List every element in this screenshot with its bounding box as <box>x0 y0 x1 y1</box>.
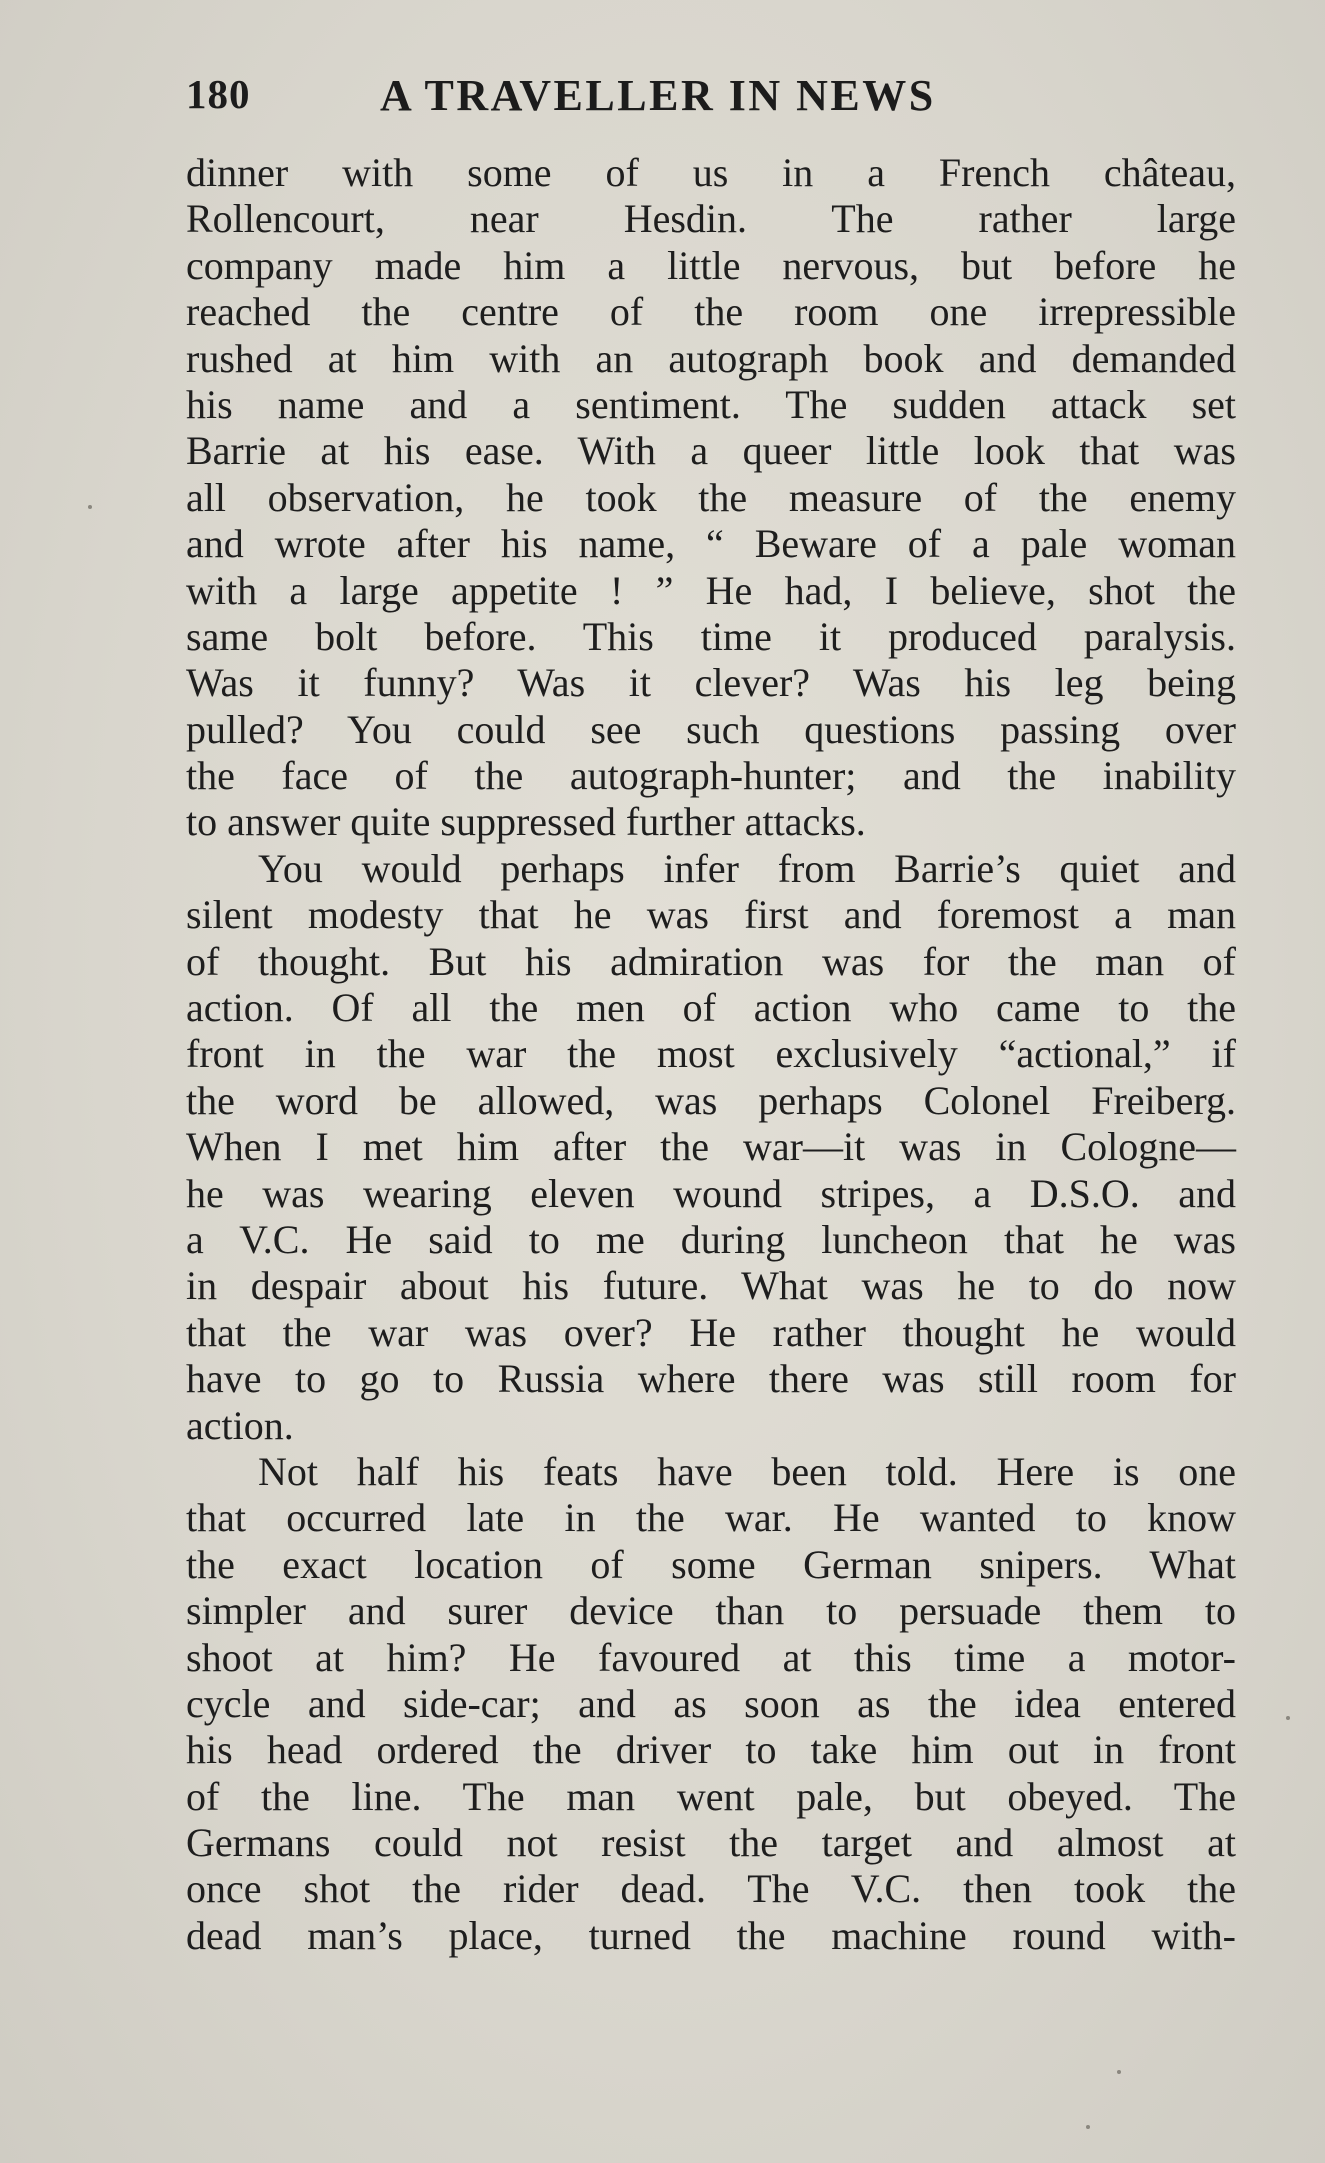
text-line: with a large appetite ! ” He had, I believe, shot the <box>186 567 1236 613</box>
text-line: in despair about his future. What was he to do now <box>186 1263 1236 1309</box>
text-line: once shot the rider dead. The V.C. then took the <box>186 1866 1236 1912</box>
body-text <box>186 150 1236 1959</box>
text-line: pulled? You could see such questions passing over <box>186 706 1236 752</box>
text-line: of thought. But his admiration was for the man of <box>186 938 1236 984</box>
paragraph-2 <box>186 846 1236 1449</box>
text-line: his head ordered the driver to take him out in front <box>186 1727 1236 1773</box>
paper-speck <box>1286 1716 1290 1720</box>
text-line: the exact location of some German snipers. What <box>186 1541 1236 1587</box>
text-line: action. Of all the men of action who came to the <box>186 985 1236 1031</box>
text-line: Was it funny? Was it clever? Was his leg being <box>186 660 1236 706</box>
text-line: and wrote after his name, “ Beware of a pale woman <box>186 521 1236 567</box>
text-line: Not half his feats have been told. Here is one <box>258 1448 1236 1494</box>
text-line: Rollencourt, near Hesdin. The rather large <box>186 196 1236 242</box>
text-line: all observation, he took the measure of the enemy <box>186 474 1236 520</box>
text-line: dead man’s place, turned the machine round with- <box>186 1912 1236 1958</box>
text-line: same bolt before. This time it produced paralysis. <box>186 613 1236 659</box>
text-line: he was wearing eleven wound stripes, a D.S.O. and <box>186 1170 1236 1216</box>
text-line: rushed at him with an autograph book and demanded <box>186 335 1236 381</box>
text-line: silent modesty that he was first and foremost a man <box>186 892 1236 938</box>
text-line: his name and a sentiment. The sudden attack set <box>186 381 1236 427</box>
text-line: You would perhaps infer from Barrie’s quiet and <box>258 845 1236 891</box>
running-head <box>186 70 1236 130</box>
text-line: reached the centre of the room one irrepressible <box>186 289 1236 335</box>
text-line: Barrie at his ease. With a queer little look that was <box>186 428 1236 474</box>
paper-speck <box>1086 2125 1090 2129</box>
text-line: the word be allowed, was perhaps Colonel Freiberg. <box>186 1077 1236 1123</box>
paragraph-3 <box>186 1449 1236 1959</box>
paragraph-1 <box>186 150 1236 846</box>
paper-speck <box>1117 2070 1121 2074</box>
text-line: When I met him after the war—it was in Cologne— <box>186 1124 1236 1170</box>
text-line: dinner with some of us in a French château, <box>186 150 1236 195</box>
text-line: that occurred late in the war. He wanted to know <box>186 1495 1236 1541</box>
page-number: 180 <box>186 71 251 117</box>
text-line: the face of the autograph-hunter; and the inability <box>186 753 1236 799</box>
text-line: cycle and side-car; and as soon as the idea entered <box>186 1680 1236 1726</box>
paper-speck <box>88 505 92 509</box>
text-line: that the war was over? He rather thought he would <box>186 1309 1236 1355</box>
text-line: front in the war the most exclusively “actional,” if <box>186 1031 1236 1077</box>
text-line: simpler and surer device than to persuade them to <box>186 1588 1236 1634</box>
text-line: company made him a little nervous, but before he <box>186 242 1236 288</box>
running-title: A TRAVELLER IN NEWS <box>380 71 936 120</box>
text-line: have to go to Russia where there was still room for <box>186 1356 1236 1402</box>
text-line: of the line. The man went pale, but obeyed. The <box>186 1773 1236 1819</box>
text-line: Germans could not resist the target and almost at <box>186 1820 1236 1866</box>
text-line: action. <box>186 1402 294 1448</box>
text-line: a V.C. He said to me during luncheon that he was <box>186 1216 1236 1262</box>
text-line: to answer quite suppressed further attacks. <box>186 799 866 845</box>
text-line: shoot at him? He favoured at this time a motor- <box>186 1634 1236 1680</box>
